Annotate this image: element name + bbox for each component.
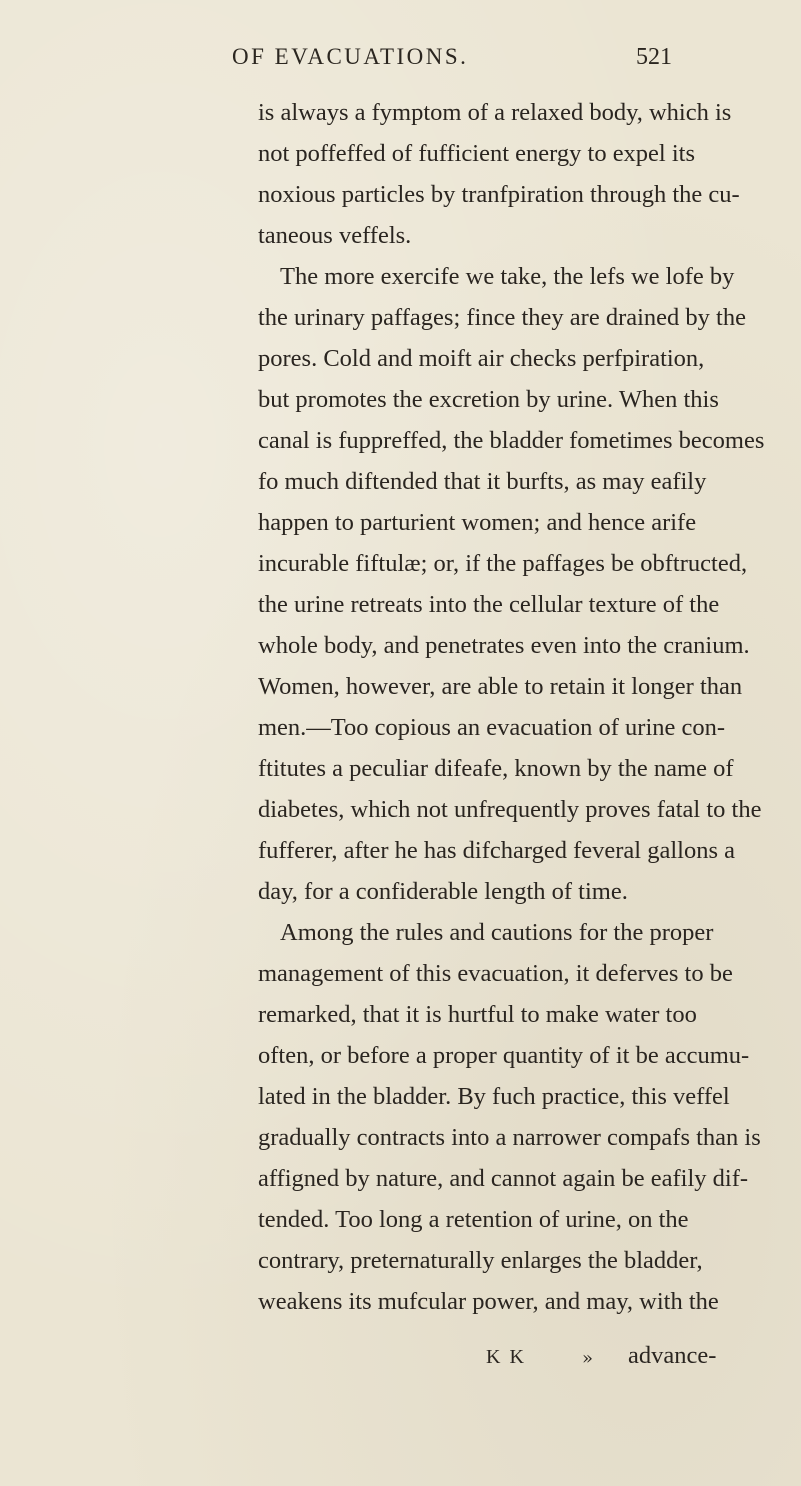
text-line: the urine retreats into the cellular texture of the <box>258 591 720 618</box>
text-line: often, or before a proper quantity of it be accumu- <box>258 1042 750 1069</box>
printer-mark: » <box>582 1348 594 1369</box>
text-line: taneous veffels. <box>258 222 412 249</box>
text-line: is always a fymptom of a relaxed body, which is <box>258 99 732 126</box>
text-line: lated in the bladder. By fuch practice, this veffel <box>258 1083 730 1110</box>
text-line: tended. Too long a retention of urine, on the <box>258 1206 689 1233</box>
text-line: weakens its mufcular power, and may, with the <box>258 1288 719 1315</box>
text-line: Among the rules and cautions for the proper <box>280 919 714 946</box>
text-line: happen to parturient women; and hence arife <box>258 509 697 536</box>
text-line: Women, however, are able to retain it longer than <box>258 673 743 700</box>
text-line: day, for a confiderable length of time. <box>258 878 628 905</box>
text-line: gradually contracts into a narrower compafs than is <box>258 1124 761 1151</box>
text-line: diabetes, which not unfrequently proves fatal to the <box>258 796 762 823</box>
page-header <box>0 44 801 84</box>
signature-mark: K K <box>486 1346 526 1368</box>
running-head: OF EVACUATIONS. <box>232 44 469 69</box>
text-line: fo much diftended that it burfts, as may eafily <box>258 468 707 495</box>
text-line: but promotes the excretion by urine. When this <box>258 386 719 413</box>
text-line: management of this evacuation, it deferves to be <box>258 960 733 987</box>
page-footer <box>0 1342 801 1380</box>
text-line: remarked, that it is hurtful to make water too <box>258 1001 697 1028</box>
text-line: noxious particles by tranfpiration through the cu- <box>258 181 740 208</box>
text-line: The more exercife we take, the lefs we lofe by <box>280 263 735 290</box>
text-line: the urinary paffages; fince they are drained by the <box>258 304 746 331</box>
catchword: advance- <box>628 1342 717 1369</box>
text-line: contrary, preternaturally enlarges the bladder, <box>258 1247 703 1274</box>
text-line: whole body, and penetrates even into the cranium. <box>258 632 750 659</box>
text-line: men.—Too copious an evacuation of urine con- <box>258 714 726 741</box>
text-line: canal is fuppreffed, the bladder fometimes becomes <box>258 427 765 454</box>
page-number: 521 <box>636 44 672 70</box>
text-line: pores. Cold and moift air checks perfpiration, <box>258 345 705 372</box>
text-line: ftitutes a peculiar difeafe, known by the name of <box>258 755 734 782</box>
text-line: not poffeffed of fufficient energy to expel its <box>258 140 696 167</box>
text-line: incurable fiftulæ; or, if the paffages be obftructed, <box>258 550 748 577</box>
text-line: fufferer, after he has difcharged feveral gallons a <box>258 837 735 864</box>
text-line: affigned by nature, and cannot again be eafily dif- <box>258 1165 749 1192</box>
